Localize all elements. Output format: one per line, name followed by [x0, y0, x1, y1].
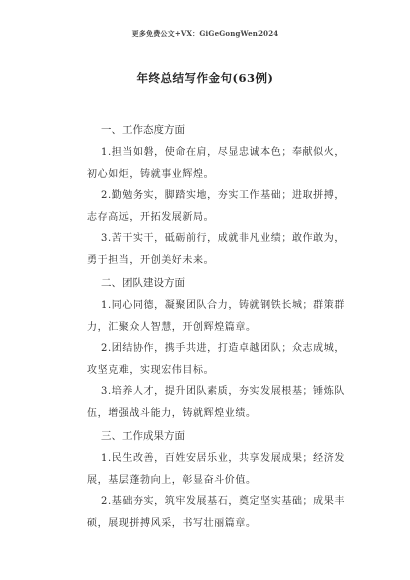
list-item: [87, 491, 345, 534]
list-item: [87, 295, 345, 338]
paragraph-line: 攻坚克难，实现宏伟目标。: [87, 364, 215, 376]
paragraph-line: 1.担当如磐，使命在肩，尽显忠诚本色；奉献似火，: [101, 147, 345, 158]
paragraph-line: 3.培养人才，提升团队素质，夯实发展根基；锤炼队: [101, 386, 345, 397]
paragraph-line: 2.基础夯实，筑牢发展基石，奠定坚实基础；成果丰: [101, 496, 345, 507]
paragraph-line: 力，汇聚众人智慧，开创辉煌篇章。: [87, 321, 257, 333]
document-body: [87, 118, 345, 534]
page-title: 年终总结写作金句(63例): [136, 71, 274, 85]
watermark-header: 更多免费公文+VX：GiGeGongWen2024: [131, 29, 279, 38]
list-item: [87, 381, 345, 424]
paragraph-line: 1.同心同德，凝聚团队合力，铸就钢铁长城；群策群: [101, 300, 345, 311]
paragraph-line: 2.勤勉务实，脚踏实地，夯实工作基础；进取拼搏，: [101, 190, 345, 201]
paragraph-line: 3.苦干实干，砥砺前行，成就非凡业绩；敢作敢为，: [101, 233, 345, 244]
list-item: [87, 448, 345, 491]
section-heading-results: 三、工作成果方面: [101, 430, 185, 442]
list-item: [87, 142, 345, 185]
list-item: [87, 228, 345, 271]
section-heading-attitude: 一、工作态度方面: [101, 124, 185, 136]
section-heading-team: 二、团队建设方面: [101, 277, 185, 289]
list-item: [87, 338, 345, 381]
paragraph-line: 1.民生改善，百姓安居乐业，共享发展成果；经济发: [101, 453, 345, 464]
list-item: [87, 185, 345, 228]
paragraph-line: 志存高远，开拓发展新局。: [87, 211, 215, 223]
paragraph-line: 勇于担当，开创美好未来。: [87, 254, 215, 266]
paragraph-line: 展，基层蓬勃向上，彰显奋斗价值。: [87, 474, 257, 486]
paragraph-line: 2.团结协作，携手共进，打造卓越团队；众志成城，: [101, 343, 345, 354]
paragraph-line: 伍，增强战斗能力，铸就辉煌业绩。: [87, 407, 257, 419]
paragraph-line: 硕，展现拼搏风采，书写壮丽篇章。: [87, 517, 257, 529]
paragraph-line: 初心如炬，铸就事业辉煌。: [87, 168, 215, 180]
